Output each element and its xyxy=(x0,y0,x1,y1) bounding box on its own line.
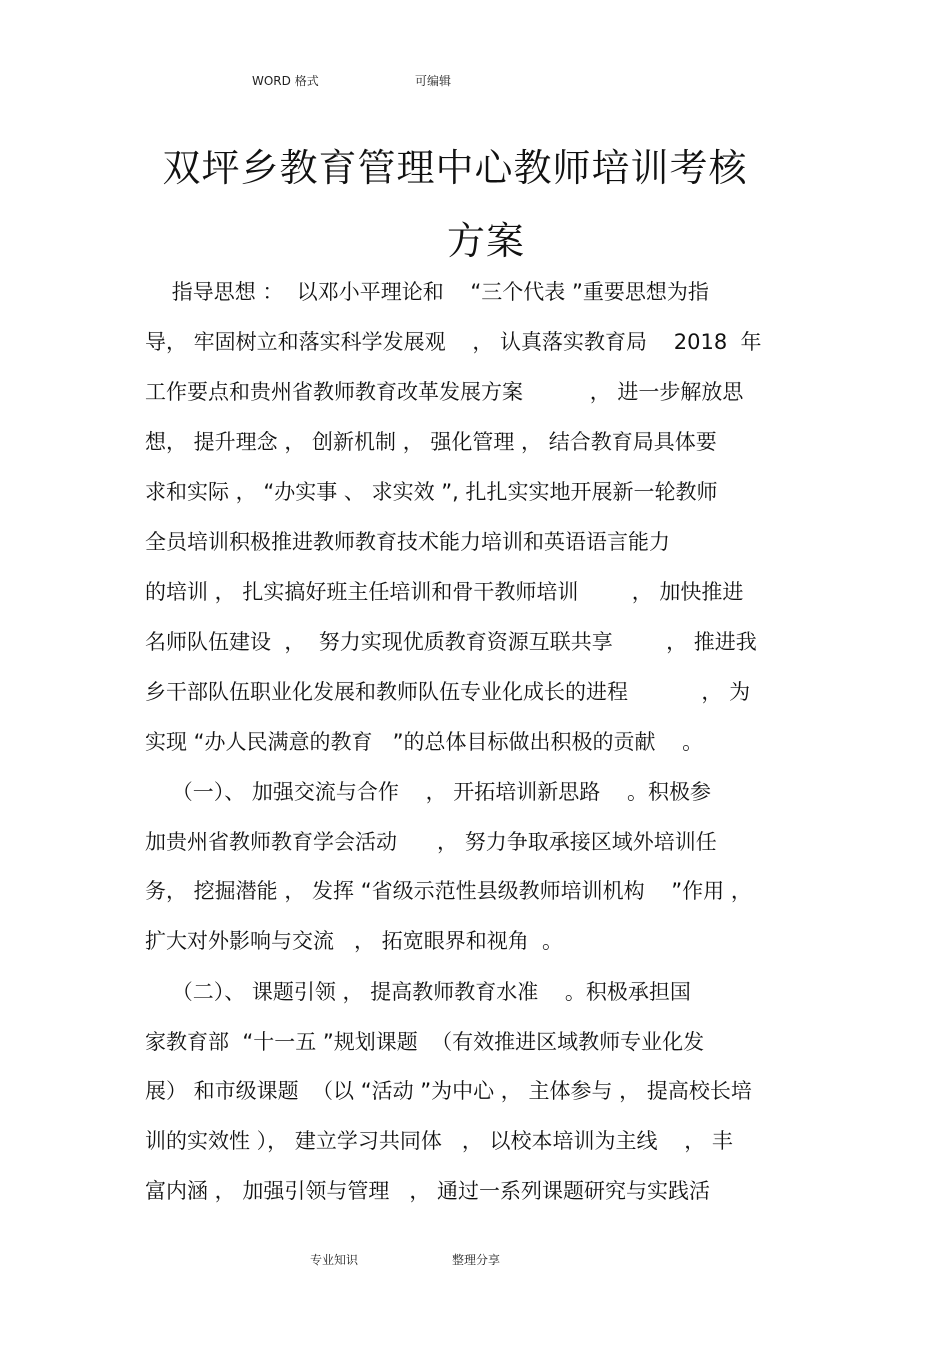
header-editable-label: 可编辑 xyxy=(415,74,452,88)
body-line: 务， 挖掘潜能 ， 发挥 “省级示范性县级教师培训机构 ”作用 ， xyxy=(145,879,752,903)
header-format-label: WORD 格式 xyxy=(252,74,319,88)
body-line: 扩大对外影响与交流 ， 拓宽眼界和视角 。 xyxy=(145,929,564,953)
body-line: 加贵州省教师教育学会活动 ， 努力争取承接区域外培训任 xyxy=(145,830,717,854)
body-line: 乡干部队伍职业化发展和教师队伍专业化成长的进程 ， 为 xyxy=(145,680,751,704)
body-line: 训的实效性 ）， 建立学习共同体 ， 以校本培训为主线 ， 丰 xyxy=(145,1129,733,1153)
body-line: 富内涵 ， 加强引领与管理 ， 通过一系列课题研究与实践活 xyxy=(145,1179,711,1203)
body-line: 展） 和市级课题 （以 “活动 ”为中心 ， 主体参与 ， 提高校长培 xyxy=(145,1079,752,1103)
document-title-line-2: 方案 xyxy=(446,219,525,263)
body-line: 全员培训积极推进教师教育技术能力培训和英语语言能力 xyxy=(145,530,670,554)
body-line: 工作要点和贵州省教师教育改革发展方案 ， 进一步解放思 xyxy=(145,380,744,404)
body-line: 的培训 ， 扎实搞好班主任培训和骨干教师培训 ， 加快推进 xyxy=(145,580,744,604)
body-line: 名师队伍建设 ， 努力实现优质教育资源互联共享 ， 推进我 xyxy=(145,630,757,654)
footer-knowledge-label: 专业知识 xyxy=(310,1253,359,1267)
body-line: 实现 “办人民满意的教育 ”的总体目标做出积极的贡献 。 xyxy=(145,730,704,754)
body-line: （一）、 加强交流与合作 ， 开拓培训新思路 。积极参 xyxy=(145,780,711,804)
body-line: 家教育部 “十一五 ”规划课题 （有效推进区域教师专业化发 xyxy=(145,1030,705,1054)
document-title-line-1: 双坪乡教育管理中心教师培训考核 xyxy=(162,146,748,190)
body-line: 导， 牢固树立和落实科学发展观 ， 认真落实教育局 2018 年 xyxy=(145,330,762,354)
body-line: 指导思想 ： 以邓小平理论和 “三个代表 ”重要思想为指 xyxy=(145,280,709,304)
body-line: （二）、 课题引领 ， 提高教师教育水准 。积极承担国 xyxy=(145,980,691,1004)
body-line: 求和实际 ， “办实事 、 求实效 ”, 扎扎实实地开展新一轮教师 xyxy=(145,480,718,504)
footer-share-label: 整理分享 xyxy=(452,1253,501,1267)
body-line: 想， 提升理念 ， 创新机制 ， 强化管理 ， 结合教育局具体要 xyxy=(145,430,717,454)
